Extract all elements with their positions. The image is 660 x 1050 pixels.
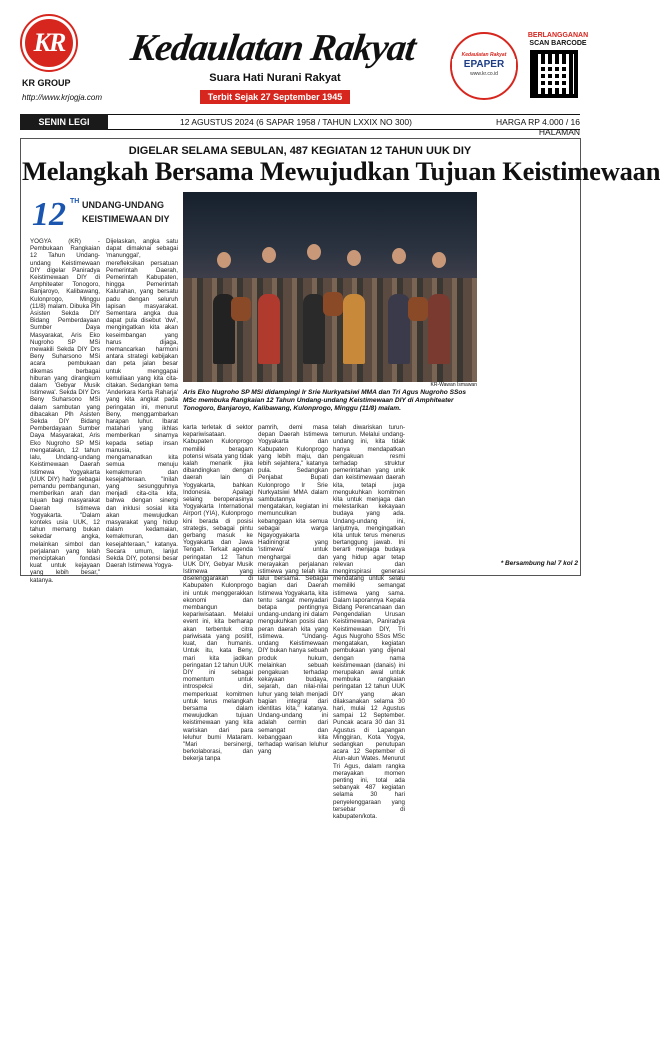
article-column-6	[410, 424, 480, 574]
since-banner: Terbit Sejak 27 September 1945	[200, 90, 350, 104]
logo-number: 12	[32, 196, 66, 233]
logo-th: TH	[70, 198, 80, 205]
epaper-brand: Kedaulatan Rakyat	[461, 52, 507, 58]
epaper-label: EPAPER	[452, 59, 516, 70]
issue-date: 12 AGUSTUS 2024 (6 SAPAR 1958 / TAHUN LXXIX NO 300)	[180, 117, 412, 127]
kr-group-label: KR GROUP	[22, 78, 71, 88]
masthead-title: Kedaulatan Rakyat	[128, 27, 418, 69]
tagline: Suara Hati Nurani Rakyat	[209, 72, 341, 84]
uuk-12-years-logo	[32, 196, 182, 234]
article-headline: Melangkah Bersama Mewujudkan Tujuan Keistimewaan	[22, 156, 660, 186]
article-kicker: DIGELAR SELAMA SEBULAN, 487 KEGIATAN 12 TAHUN UUK DIY	[128, 145, 472, 157]
photo-credit: KR-Wawan Ismawan	[430, 382, 477, 388]
photo-caption: Aris Eko Nugroho SP MSi didampingi Ir Srie Nurkyatsiwi MMA dan Tri Agus Nugroho SSos MSc membuka Rangkaian 12 Tahun Undang-undang Keistimewaan DIY di Amphiteater Tonogoro, Banjaroyo, Kalibawang, Kulonprogo, Minggu (11/8) malam.	[183, 389, 467, 412]
logo-line2: KEISTIMEWAAN DIY	[82, 214, 170, 224]
scan-barcode-label: SCAN BARCODE	[529, 40, 587, 47]
website-link[interactable]: http://www.krjogja.com	[22, 93, 103, 102]
logo-line1: UNDANG-UNDANG	[82, 200, 164, 210]
article-column-3: karta terletak di sektor kepariwisataan. Kabupaten Kulonprogo memiliki beragam potensi wisata yang tidak kalah menarik jika dibandingkan dengan daerah lain di Yogyakarta, bahkan Indonesia. Apalagi selaing beroperasinya Yogyakarta International Airport (YIA), Kulonprogo kini berada di posisi strategis, sebagai pintu gerbang masuk ke Yogyakarta dan Jawa Tengah. Terkait agenda peringatan 12 Tahun UUK DIY, Gebyar Musik Istimewa yang diselenggarakan di Kabupaten Kulonprogo ini untuk menggerakkan ekonomi dan membangun kepariwisataan. Melalui event ini, kita berharap akan terbentuk citra pariwisata yang positif, kuat, dan humanis. Untuk itu, kata Beny, mari kita jadikan peringatan 12 tahun UUK DIY ini sebagai momentum untuk introspeksi diri, memperkuat komitmen untuk terus melangkah bersama dalam mewujudkan tujuan keistimewaan yang kita wariskan dari para leluhur bumi Mataram. "Mari bersinergi, berkolaborasi, dan bekerja tanpa	[183, 424, 253, 763]
article-photo	[183, 192, 477, 382]
subscribe-label: BERLANGGANAN	[527, 32, 589, 39]
article-column-5: telah diwariskan turun-temurun. Melalui undang-undang ini, kita tidak hanya mendapatkan pengakuan resmi terhadap struktur pemerintahan yang unik dan keistimewaan daerah kita, tetapi juga mengukuhkan komitmen kita untuk menjaga dan melestarikan kekayaan budaya yang ada. Undang-undang ini, lanjutnya, mengingatkan kita untuk terus menerus bertanggung jawab. Ini berarti menjaga budaya yang hidup agar tetap relevan dan menginspirasi generasi mendatang untuk selalu memiliki semangat istimewa yang sama. Dalam laporannya Kepala Bidang Perencanaan dan Pengendalian Urusan Keistimewaan, Paniradya Keistimewaan DIY, Tri Agus Nugroho SSos MSc mengatakan, kegiatan pembukaan yang dijenal dengan nama keistimewaan (danais) ini merupakan awal untuk membuka rangkaian peringatan 12 tahun UUK DIY yang akan dilaksanakan selama 30 hari, mulai 12 Agustus sampai 12 September. Puncak acara 30 dan 31 Agustus di Lapangan Minggiran, Kota Yogya, sedangkan penutupan acara 12 September di Alun-alun Wates. Menurut Tri Agus, dalam rangka merayakan momen penting ini, total ada sebanyak 487 kegiatan selama 30 hari penyelenggaraan yang tersebar di kabupaten/kota.	[333, 424, 405, 820]
article-column-2: Dijelaskan, angka satu dapat dimaknai sebagai 'manunggal', merefleksikan persatuan Pemerintah Daerah, Pemerintah Kabupaten, hingga Pemerintah Kalurahan, yang bersatu padu dengan seluruh lapisan masyarakat. Sementara angka dua dapat pula disebut 'dwi', mengingatkan kita akan keseimbangan yang harus dijaga, memancarkan harmoni antara strategi kebijakan dan peta jalan besar untuk menggapai kemuliaan yang kita cita-citakan. Sedangkan tema 'Anderkara Kerta Raharja' yang kita angkat pada peringatan ini, menurut Beny, menggambarkan harapan luhur. Ibarat matahari yang ikhlas memberikan sinarnya kepada setiap insan manusia, mengamanatkan kita semua menuju kemakmuran dan kesejahteraan. "Inilah yang sesungguhnya menjadi cita-cita kita, bahwa dengan sinergi dan inklusi sosial kita akan mewujudkan masyarakat yang hidup dalam kedamaian, kemakmuran, dan kesejahteraan," katanya. Secara umum, lanjut Sekda DIY, potensi besar Daerah Istimewa Yogya-	[106, 238, 178, 570]
epaper-badge[interactable]	[450, 32, 518, 100]
epaper-url: www.kr.co.id	[470, 71, 498, 77]
issue-price: HARGA RP 4.000 / 16 HALAMAN	[496, 117, 580, 137]
continued-notice: * Bersambung hal 7 kol 2	[500, 560, 578, 567]
qr-code-icon[interactable]	[530, 50, 578, 98]
day-label: SENIN LEGI	[20, 114, 108, 130]
kr-group-logo: KR	[22, 16, 76, 70]
article-column-1: YOGYA (KR) - Pembukaan Rangkaian 12 Tahun Undang-undang Keistimewaan DIY digelar Paniradya Keistimewaan DIY di Amphiteater Tonogoro, Banjaroyo, Kalibawang, Kulonprogo, Minggu (11/8) malam. Dibuka Plh Asisten Sekda DIY Bidang Pemberdayaan Sumber Daya Masyarakat, Aris Eko Nugroho SP MSi mewakili Sekda DIY Drs Beny Suharsono MSi acara pembukaan dikemas berbagai hiburan yang dirangkum dalam 'Gebyar Musik Istimewa'. Sekda DIY Drs Beny Suharsono MSi dalam sambutan yang dibacakan Plh Asisten Sekda DIY Bidang Pemberdayaan Sumber Daya Masyarakat, Aris Eko Nugroho SP MSi mengatakan, 12 tahun lalu, Undang-undang Keistimewaan Daerah Istimewa Yogyakarta (UUK DIY) hadir sebagai pemandu pembangunan, memberikan arah dan tujuan bagi masyarakat Daerah Istimewa Yogyakarta. "Dalam konteks usia UUK, 12 tahun memang bukan sekedar angka, melainkan simbol dan perjalanan yang telah menciptakan fondasi kuat untuk kejayaan yang lebih besar," katanya.	[30, 238, 100, 584]
article-column-4: pamrih, demi masa depan Daerah Istimewa Yogyakarta dan Kabupaten Kulonprogo yang lebih maju, dan lebih sejahtera," katanya pula. Sedangkan Penjabat Bupati Kulonprogo Ir Srie Nurkyatsiwi MMA dalam sambutannya mengatakan, kegiatan ini memunculkan kebanggaan kita semua sebagai warga Ngayogyakarta Hadiningrat yang 'istimewa' untuk menghargai dan merayakan perjalanan istimewa yang telah kita lalui bersama. Sebagai bagian dari Daerah Istimewa Yogyakarta, kita tentu sangat menyadari betapa pentingnya undang-undang ini dalam mengukuhkan posisi dan peran daerah kita yang istimewa. "Undang-undang Keistimewaan DIY bukan hanya sebuah produk hukum, melainkan sebuah pengakuan terhadap kekayaan budaya, sejarah, dan nilai-nilai luhur yang telah menjadi bagian integral dari identitas kita," katanya. Undang-undang ini adalah cermin dari semangat dan kebanggaan kita terhadap warisan leluhur yang	[258, 424, 328, 756]
article-column-7	[488, 190, 576, 556]
